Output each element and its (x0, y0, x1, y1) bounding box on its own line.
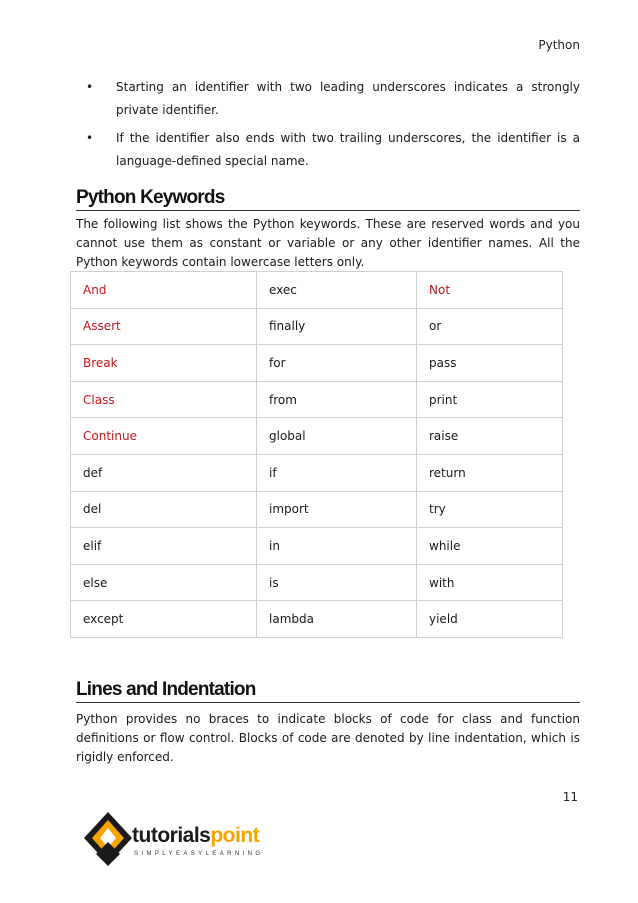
svg-text:SIMPLYEASYLEARNING: SIMPLYEASYLEARNING (134, 851, 264, 857)
keyword-cell: import (257, 491, 417, 528)
page-number: 11 (562, 790, 578, 804)
keyword-cell: in (257, 528, 417, 565)
keyword-cell: Continue (71, 418, 257, 455)
tutorialspoint-logo-icon (80, 808, 270, 872)
svg-text:tutorialspoint: tutorialspoint (132, 824, 260, 847)
keyword-cell: for (257, 345, 417, 382)
keyword-cell: yield (417, 601, 563, 638)
table-row (71, 272, 563, 309)
bullet-text: If the identifier also ends with two trailing underscores, the identifier is a language-defined special name. (116, 131, 580, 168)
keyword-cell: while (417, 528, 563, 565)
keyword-cell: or (417, 308, 563, 345)
table-row (71, 345, 563, 382)
keyword-cell: del (71, 491, 257, 528)
keyword-cell: return (417, 454, 563, 491)
keyword-cell: Break (71, 345, 257, 382)
indentation-heading: Lines and Indentation (76, 679, 580, 703)
keywords-intro: The following list shows the Python keywords. These are reserved words and you cannot use them as constant or variable or any other identifier names. All the Python keywords contain lowercase letters only. (76, 217, 580, 269)
keyword-cell: Assert (71, 308, 257, 345)
table-row (71, 528, 563, 565)
table-row (71, 491, 563, 528)
bullet-list (86, 76, 580, 178)
keyword-cell: print (417, 381, 563, 418)
table-row (71, 308, 563, 345)
indentation-intro: Python provides no braces to indicate blocks of code for class and function definitions or flow control. Blocks of code are denoted by line indentation, which is rigidly enforced. (76, 712, 580, 764)
table-row (71, 418, 563, 455)
keyword-cell: Class (71, 381, 257, 418)
keyword-cell: exec (257, 272, 417, 309)
list-item (86, 127, 580, 173)
keyword-cell: elif (71, 528, 257, 565)
keyword-cell: global (257, 418, 417, 455)
keyword-cell: And (71, 272, 257, 309)
keyword-cell: pass (417, 345, 563, 382)
keyword-cell: finally (257, 308, 417, 345)
keyword-cell: with (417, 564, 563, 601)
table-row (71, 454, 563, 491)
keyword-cell: try (417, 491, 563, 528)
keyword-cell: is (257, 564, 417, 601)
bullet-icon: • (86, 80, 94, 94)
tutorialspoint-logo (80, 808, 270, 876)
table-row (71, 381, 563, 418)
keyword-cell: lambda (257, 601, 417, 638)
running-header: Python (538, 38, 580, 52)
table-row (71, 601, 563, 638)
list-item (86, 76, 580, 122)
keyword-cell: Not (417, 272, 563, 309)
keywords-heading: Python Keywords (76, 187, 580, 211)
keyword-cell: if (257, 454, 417, 491)
bullet-icon: • (86, 131, 94, 145)
keyword-cell: else (71, 564, 257, 601)
keyword-cell: raise (417, 418, 563, 455)
keyword-cell: def (71, 454, 257, 491)
table-row (71, 564, 563, 601)
keyword-cell: except (71, 601, 257, 638)
keyword-cell: from (257, 381, 417, 418)
keywords-table (70, 271, 563, 638)
bullet-text: Starting an identifier with two leading underscores indicates a strongly private identifier. (116, 80, 580, 117)
